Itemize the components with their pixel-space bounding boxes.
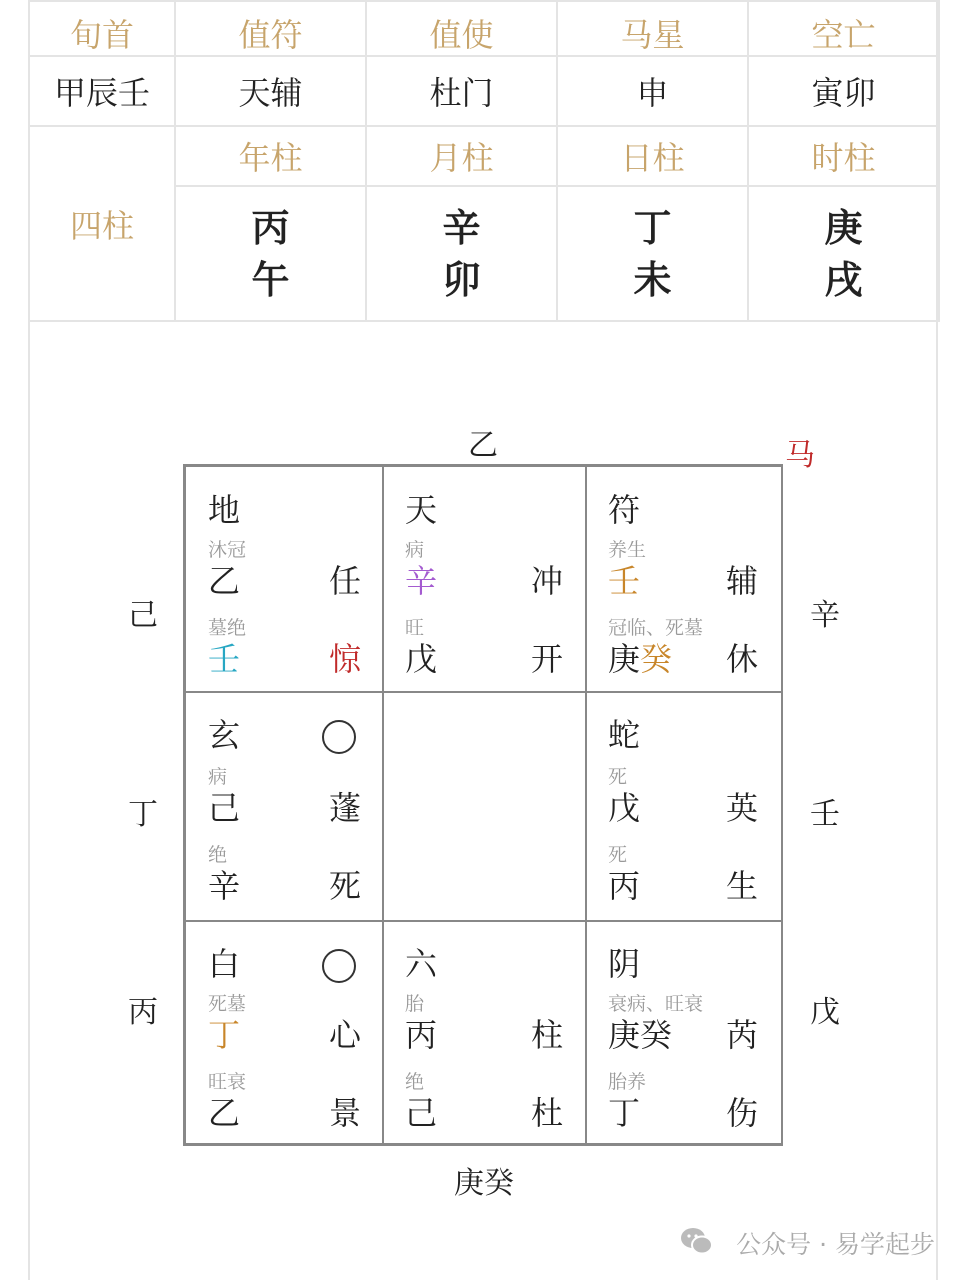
header-zhishi: 值使 — [366, 1, 557, 56]
value-zhifu: 天辅 — [175, 56, 366, 126]
value-zhishi: 杜门 — [366, 56, 557, 126]
circle-icon — [322, 949, 356, 983]
pillar-hour — [748, 186, 939, 321]
nine-palace-grid — [183, 464, 783, 1146]
palace-state-lower: 绝 — [208, 844, 228, 866]
pillar-month-stem: 辛 — [442, 205, 481, 250]
palace-earth-stem: 壬 — [208, 640, 241, 678]
palace-earth-stem: 丁 — [608, 1094, 641, 1132]
palace-star: 辅 — [726, 562, 759, 600]
palace-door: 休 — [726, 640, 759, 678]
value-xunshou: 甲辰壬 — [29, 56, 175, 126]
palace-god: 玄 — [208, 716, 241, 754]
value-maxing: 申 — [557, 56, 748, 126]
palace-god: 符 — [608, 491, 641, 529]
pillar-year-branch: 午 — [251, 257, 290, 302]
palace-state-upper: 死墓 — [208, 993, 247, 1015]
palace-heaven-stem: 戊 — [608, 789, 641, 827]
palace-earth-stem: 丙 — [608, 867, 641, 905]
outer-left-1: 己 — [128, 598, 158, 633]
palace-middle-right — [585, 691, 783, 922]
palace-god: 六 — [405, 945, 438, 983]
wechat-icon — [680, 1226, 714, 1256]
palace-heaven-stem: 乙 — [208, 562, 241, 600]
pillar-label: 四柱 — [29, 126, 175, 321]
palace-top-middle — [382, 466, 587, 693]
palace-earth-stem: 己 — [405, 1094, 438, 1132]
header-zhifu: 值符 — [175, 1, 366, 56]
pillar-month-branch: 卯 — [442, 257, 481, 302]
pillar-day — [557, 186, 748, 321]
outer-bottom: 庚癸 — [454, 1166, 514, 1201]
palace-top-right — [585, 466, 783, 693]
palace-state-lower: 冠临、死墓 — [608, 617, 704, 639]
palace-door: 惊 — [329, 640, 362, 678]
palace-state-upper: 病 — [208, 766, 228, 788]
value-row — [29, 56, 939, 126]
palace-door: 景 — [329, 1094, 362, 1132]
palace-state-upper: 沐冠 — [208, 539, 247, 561]
palace-star: 心 — [329, 1016, 362, 1054]
palace-heaven-stem: 己 — [208, 789, 241, 827]
palace-star: 冲 — [531, 562, 564, 600]
palace-state-lower: 旺 — [405, 617, 425, 639]
header-kongwang: 空亡 — [748, 1, 939, 56]
palace-bottom-middle — [382, 920, 587, 1144]
palace-state-lower: 旺衰 — [208, 1071, 247, 1093]
outer-right-3: 戊 — [810, 995, 840, 1030]
palace-god: 地 — [208, 491, 241, 529]
palace-state-upper: 衰病、旺衰 — [608, 993, 704, 1015]
palace-door: 死 — [329, 867, 362, 905]
header-maxing: 马星 — [557, 1, 748, 56]
palace-star: 柱 — [531, 1016, 564, 1054]
palace-god: 阴 — [608, 945, 641, 983]
palace-earth-stem: 乙 — [208, 1094, 241, 1132]
palace-earth-stem — [608, 641, 672, 677]
pillar-hour-branch: 戌 — [824, 257, 863, 302]
palace-state-upper: 养生 — [608, 539, 647, 561]
palace-state-lower: 墓绝 — [208, 617, 247, 639]
palace-top-left — [185, 466, 384, 693]
pillar-year — [175, 186, 366, 321]
outer-top: 乙 — [468, 428, 498, 463]
pillar-header-hour: 时柱 — [748, 126, 939, 186]
palace-door: 生 — [726, 867, 759, 905]
palace-door: 杜 — [531, 1094, 564, 1132]
palace-state-upper: 死 — [608, 766, 628, 788]
pillar-header-year: 年柱 — [175, 126, 366, 186]
palace-god: 白 — [208, 945, 241, 983]
outer-right-2: 壬 — [810, 797, 840, 832]
palace-star: 蓬 — [329, 789, 362, 827]
palace-door: 开 — [531, 640, 564, 678]
palace-earth-stem: 戊 — [405, 640, 438, 678]
palace-earth-stem: 辛 — [208, 867, 241, 905]
palace-earth-stem-2: 癸 — [640, 640, 673, 678]
header-xunshou: 旬首 — [29, 1, 175, 56]
outer-left-2: 丁 — [128, 797, 158, 832]
circle-icon — [322, 720, 356, 754]
pillar-day-stem: 丁 — [633, 205, 672, 250]
palace-heaven-stem: 壬 — [608, 562, 641, 600]
palace-earth-stem-1: 庚 — [608, 640, 641, 678]
value-kongwang: 寅卯 — [748, 56, 939, 126]
outer-horse: 马 — [785, 438, 815, 473]
palace-heaven-stem: 丙 — [405, 1016, 438, 1054]
palace-state-upper: 病 — [405, 539, 425, 561]
palace-state-upper: 胎 — [405, 993, 425, 1015]
palace-door: 伤 — [726, 1094, 759, 1132]
palace-heaven-stem: 辛 — [405, 562, 438, 600]
palace-state-lower: 胎养 — [608, 1071, 647, 1093]
outer-left-3: 丙 — [128, 995, 158, 1030]
palace-center — [382, 691, 587, 922]
palace-bottom-left — [185, 920, 384, 1144]
palace-god: 蛇 — [608, 716, 641, 754]
palace-god: 天 — [405, 491, 438, 529]
palace-bottom-right — [585, 920, 783, 1144]
palace-state-lower: 绝 — [405, 1071, 425, 1093]
pillar-year-stem: 丙 — [251, 205, 290, 250]
pillar-month — [366, 186, 557, 321]
pillar-hour-stem: 庚 — [824, 205, 863, 250]
outer-right-1: 辛 — [810, 598, 840, 633]
palace-middle-left — [185, 691, 384, 922]
palace-star: 芮 — [726, 1016, 759, 1054]
header-row — [29, 1, 939, 56]
palace-heaven-stem: 庚癸 — [608, 1016, 673, 1054]
palace-star: 英 — [726, 789, 759, 827]
palace-heaven-stem: 丁 — [208, 1016, 241, 1054]
pillar-header-row — [29, 126, 939, 186]
palace-state-lower: 死 — [608, 844, 628, 866]
palace-star: 任 — [329, 562, 362, 600]
pillar-header-day: 日柱 — [557, 126, 748, 186]
info-table — [28, 0, 940, 322]
pillar-day-branch: 未 — [633, 257, 672, 302]
pillar-header-month: 月柱 — [366, 126, 557, 186]
watermark-text: 公众号 · 易学起步 — [736, 1230, 935, 1259]
